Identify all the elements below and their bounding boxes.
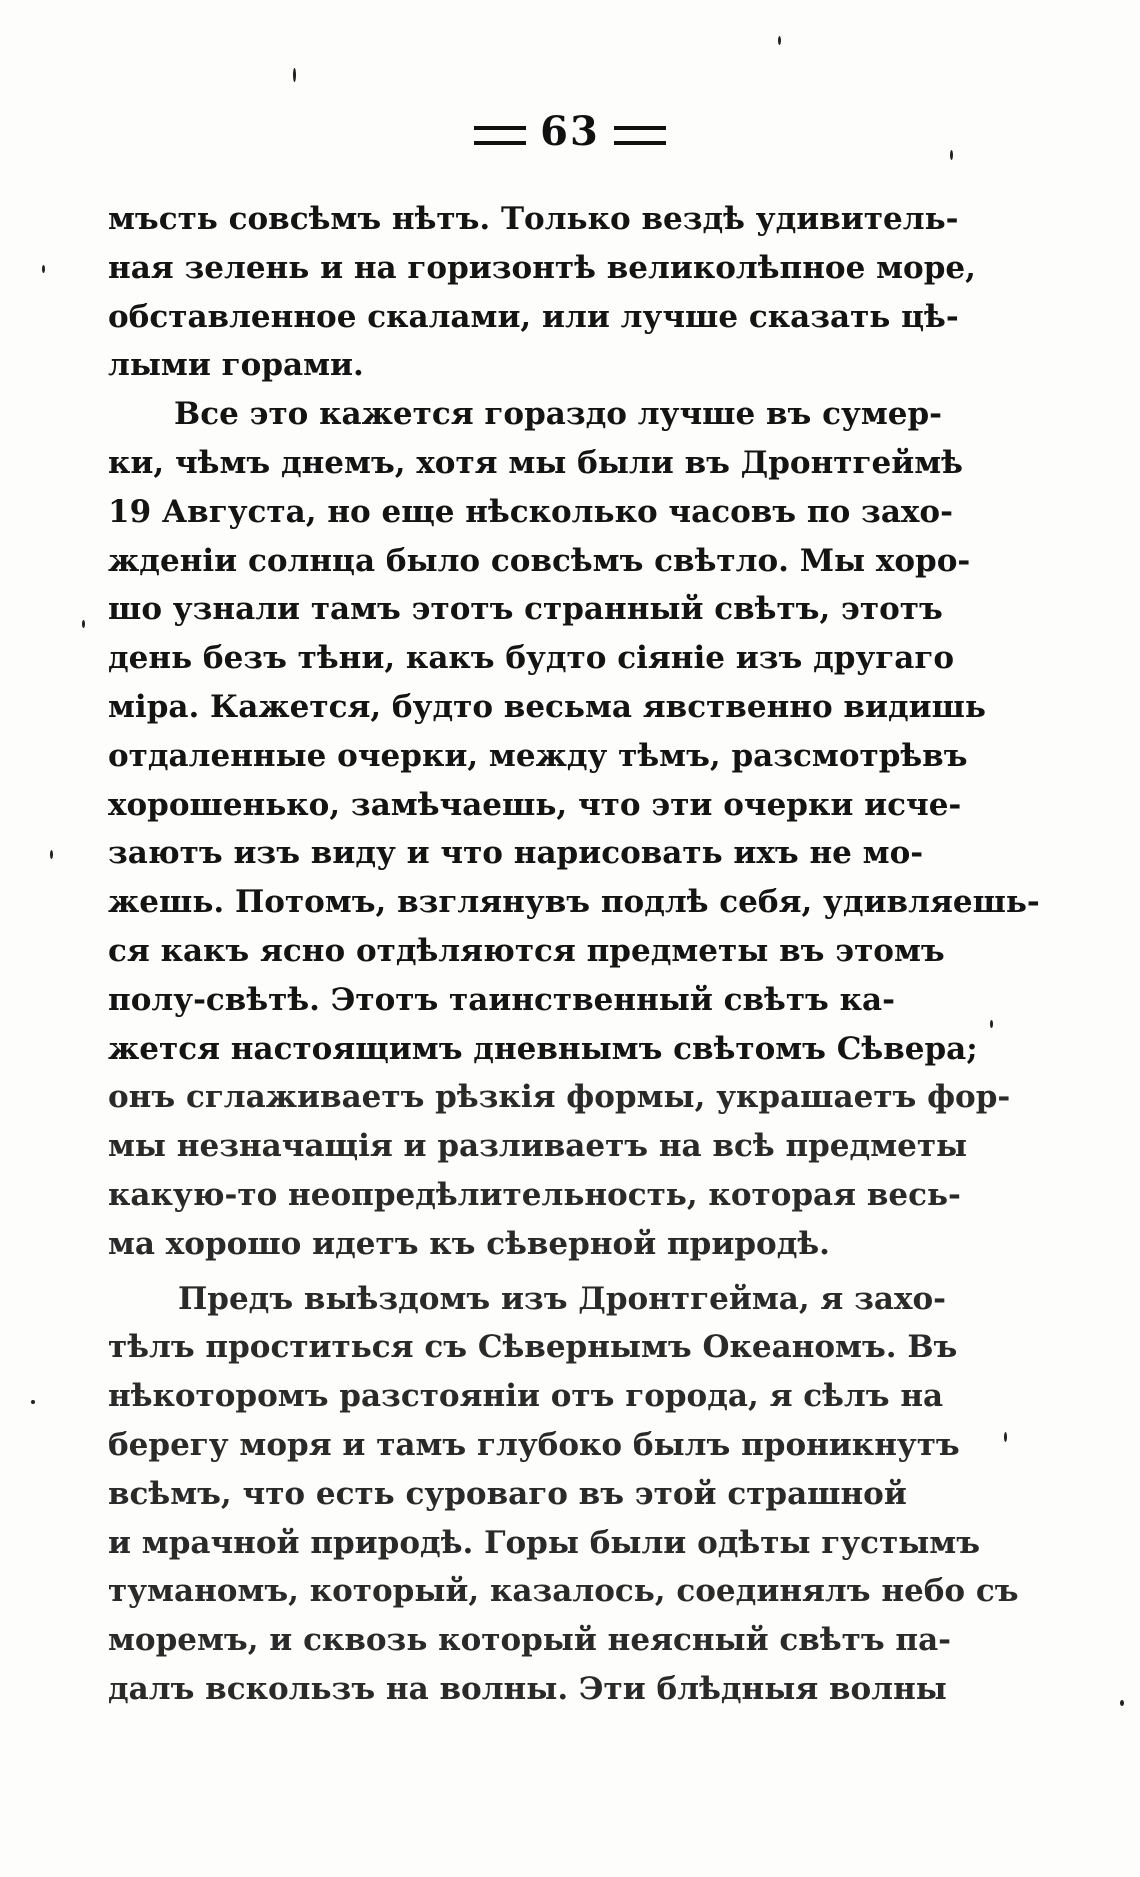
text-line: берегу моря и тамъ глубоко былъ проникнутъ <box>108 1426 960 1463</box>
text-line: и мрачной природѣ. Горы были одѣты густымъ <box>108 1524 981 1561</box>
text-line: хорошенько, замѣчаешь, что эти очерки исче- <box>108 786 962 823</box>
scan-speck <box>293 68 296 82</box>
text-line: ная зелень и на горизонтѣ великолѣпное море, <box>108 249 976 286</box>
text-line: полу-свѣтѣ. Этотъ таинственный свѣтъ ка- <box>108 981 895 1018</box>
scan-speck <box>42 265 45 273</box>
text-line: 19 Августа, но еще нѣсколько часовъ по захо- <box>108 493 953 530</box>
text-line: шо узнали тамъ этотъ странный свѣтъ, этотъ <box>108 591 943 628</box>
scan-speck <box>1004 1432 1007 1442</box>
text-line: моремъ, и сквозь который неясный свѣтъ па- <box>108 1622 952 1659</box>
text-line: мы незначащія и разливаетъ на всѣ предметы <box>108 1128 968 1165</box>
header-rule-left <box>474 126 526 145</box>
scan-speck <box>990 1020 993 1028</box>
scan-speck <box>31 1400 35 1404</box>
scan-speck <box>50 850 53 859</box>
text-line: заютъ изъ виду и что нарисовать ихъ не мо- <box>108 835 924 872</box>
text-line: мъсть совсѣмъ нѣтъ. Только вездѣ удивитель- <box>108 201 959 237</box>
text-line: жденіи солнца было совсѣмъ свѣтло. Мы хоро- <box>108 542 971 579</box>
scan-speck <box>950 150 953 160</box>
text-line: ма хорошо идетъ къ сѣверной природѣ. <box>108 1225 830 1262</box>
text-line: всѣмъ, что есть суроваго въ этой страшной <box>108 1475 907 1512</box>
text-line: нѣкоторомъ разстояніи отъ города, я сѣлъ на <box>108 1378 944 1415</box>
scan-speck <box>1120 1700 1124 1706</box>
text-line: жешь. Потомъ, взглянувъ подлѣ себя, удивляешь- <box>108 884 1040 921</box>
text-line: онъ сглаживаетъ рѣзкія формы, украшаетъ фор- <box>108 1079 1011 1116</box>
text-line: жется настоящимъ дневнымъ свѣтомъ Сѣвера; <box>108 1030 978 1067</box>
text-line: день безъ тѣни, какъ будто сіяніе изъ другаго <box>108 640 955 677</box>
paragraph-start-line: Предъ выѣздомъ изъ Дронтгейма, я захо- <box>178 1280 947 1317</box>
text-line: тѣлъ проститься съ Сѣвернымъ Океаномъ. Въ <box>108 1329 958 1366</box>
text-line: ся какъ ясно отдѣляются предметы въ этомъ <box>108 932 945 969</box>
text-line: далъ вскользъ на волны. Эти блѣдныя волны <box>108 1670 947 1707</box>
text-line: туманомъ, который, казалось, соединялъ небо съ <box>108 1573 1019 1610</box>
text-line: лыми горами. <box>108 347 364 384</box>
text-line: ки, чѣмъ днемъ, хотя мы были въ Дронтгеймѣ <box>108 444 963 481</box>
header-rule-right <box>614 126 666 145</box>
paragraph-start-line: Все это кажется гораздо лучше въ сумер- <box>174 396 943 433</box>
text-line: отдаленные очерки, между тѣмъ, разсмотрѣвъ <box>108 737 968 774</box>
scan-speck <box>778 36 781 45</box>
text-line: міра. Кажется, будто весьма явственно видишь <box>108 688 986 725</box>
body-text <box>108 195 1040 1714</box>
scan-speck <box>82 620 85 628</box>
page-header <box>0 108 1140 155</box>
text-line: какую-то неопредѣлительность, которая весь- <box>108 1176 961 1213</box>
text-line: обставленное скалами, или лучше сказать цѣ- <box>108 298 959 335</box>
page-number: 63 <box>540 108 600 155</box>
